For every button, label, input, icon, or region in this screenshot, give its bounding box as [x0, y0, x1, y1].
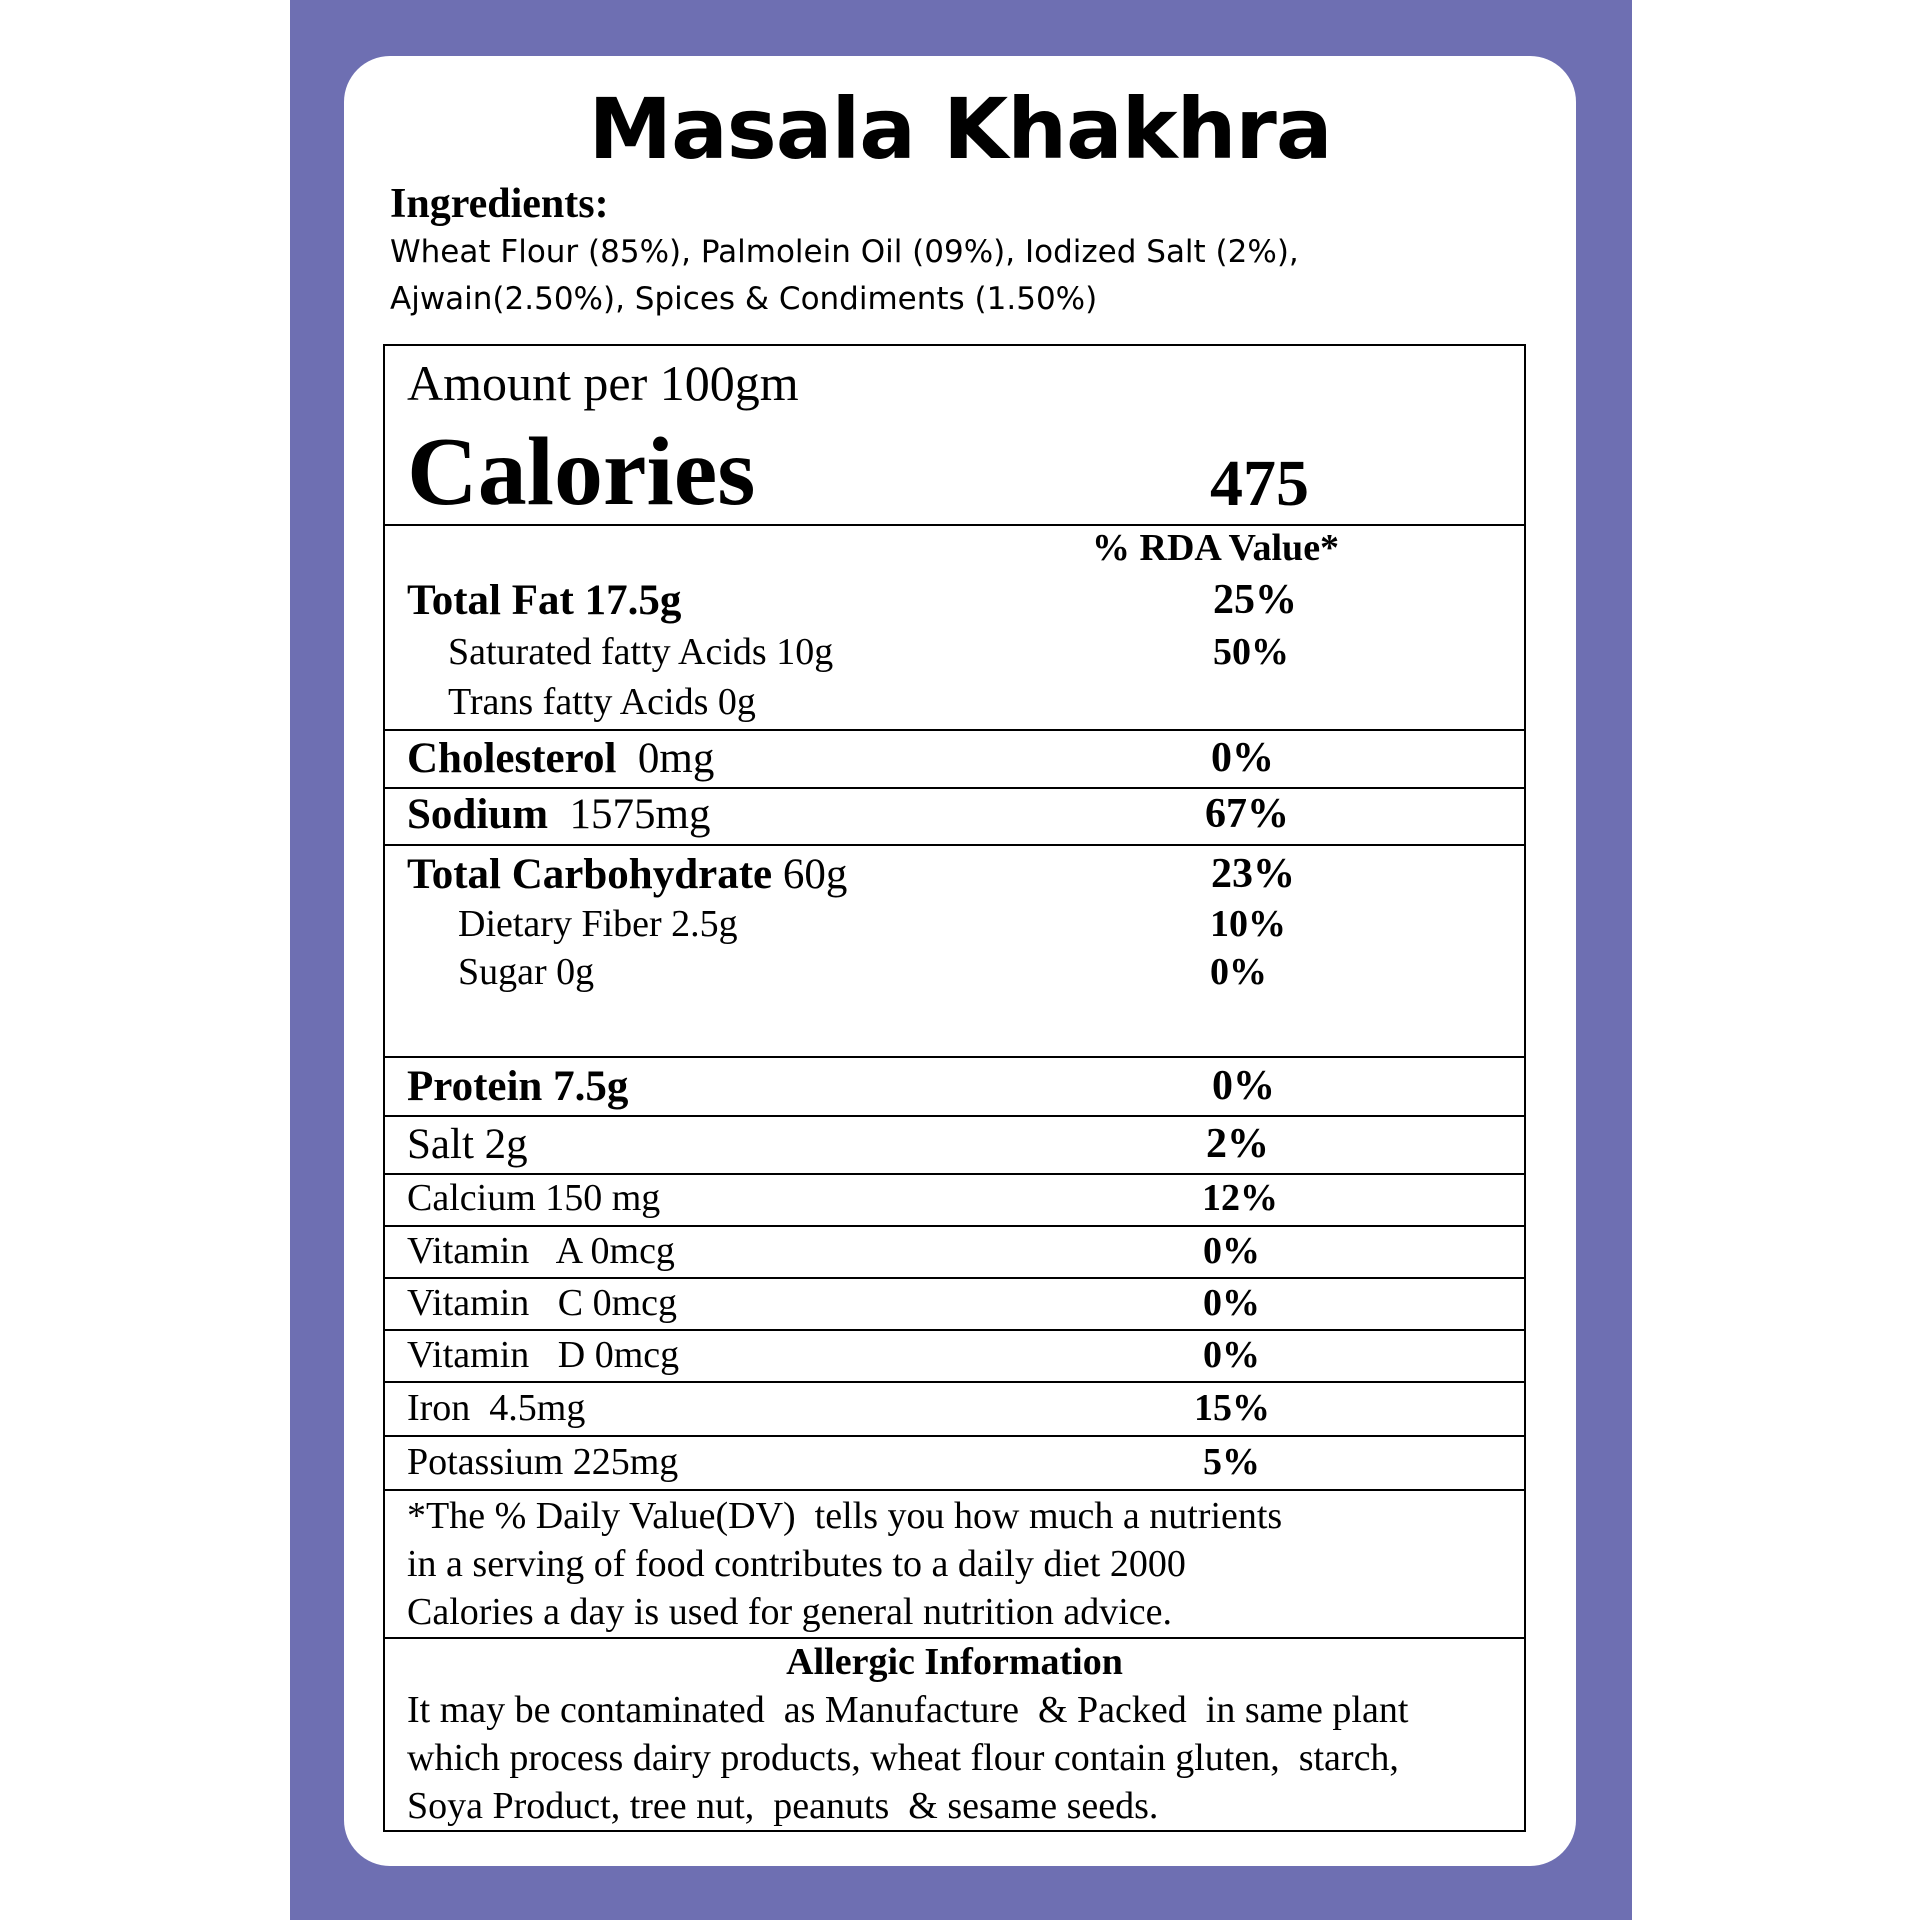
iron-pct: 15% — [1194, 1387, 1270, 1429]
cholesterol-pct: 0% — [1211, 735, 1274, 781]
cholesterol-row — [407, 734, 714, 783]
cholesterol-amount: 0mg — [637, 735, 715, 782]
fiber-pct: 10% — [1210, 903, 1286, 945]
calories-value: 475 — [1210, 447, 1309, 520]
ingredients-line-2: Ajwain(2.50%), Spices & Condiments (1.50%) — [390, 281, 1098, 317]
divider — [385, 787, 1524, 789]
divider — [385, 1173, 1524, 1175]
protein-pct: 0% — [1212, 1063, 1275, 1109]
total-fat-pct: 25% — [1213, 577, 1297, 623]
sodium-pct: 67% — [1205, 791, 1289, 837]
divider — [385, 1489, 1524, 1491]
divider — [385, 1115, 1524, 1117]
sugar-label: Sugar 0g — [458, 951, 595, 993]
allergy-heading: Allergic Information — [786, 1641, 1123, 1683]
amount-per-serving: Amount per 100gm — [407, 355, 799, 411]
product-title: Masala Khakhra — [588, 80, 1332, 178]
ingredients-line-1: Wheat Flour (85%), Palmolein Oil (09%), Iodized Salt (2%), — [390, 234, 1299, 270]
vitamin-d-label: Vitamin D 0mcg — [407, 1334, 680, 1376]
salt-pct: 2% — [1206, 1121, 1269, 1167]
iron-label: Iron 4.5mg — [407, 1387, 586, 1429]
divider — [385, 1329, 1524, 1331]
total-fat-row — [407, 576, 681, 625]
divider — [385, 844, 1524, 846]
sodium-amount: 1575mg — [569, 791, 711, 838]
ingredients-heading: Ingredients: — [390, 181, 609, 227]
divider — [385, 1637, 1524, 1639]
trans-fat-label: Trans fatty Acids 0g — [448, 681, 756, 723]
carbohydrate-pct: 23% — [1211, 851, 1295, 897]
fiber-label: Dietary Fiber 2.5g — [458, 903, 738, 945]
calcium-label: Calcium 150 mg — [407, 1177, 661, 1219]
sodium-row — [407, 790, 710, 839]
divider — [385, 1435, 1524, 1437]
vitamin-a-pct: 0% — [1203, 1230, 1260, 1272]
salt-label: Salt 2g — [407, 1121, 528, 1168]
potassium-label: Potassium 225mg — [407, 1441, 679, 1483]
vitamin-d-pct: 0% — [1203, 1334, 1260, 1376]
nutrition-facts-table — [383, 344, 1526, 1832]
footnote-line-2: in a serving of food contributes to a daily diet 2000 — [407, 1543, 1186, 1585]
divider — [385, 729, 1524, 731]
footnote-line-1: *The % Daily Value(DV) tells you how much a nutrients — [407, 1495, 1283, 1537]
vitamin-c-label: Vitamin C 0mcg — [407, 1282, 678, 1324]
divider — [385, 1381, 1524, 1383]
sugar-pct: 0% — [1210, 951, 1267, 993]
saturated-fat-label: Saturated fatty Acids 10g — [448, 631, 834, 673]
saturated-fat-pct: 50% — [1213, 631, 1289, 673]
calories-label: Calories — [407, 418, 756, 526]
carbohydrate-amount: 60g — [782, 851, 848, 898]
protein-label: Protein 7.5g — [407, 1063, 629, 1110]
divider — [385, 1056, 1524, 1058]
calcium-pct: 12% — [1202, 1177, 1278, 1219]
total-fat-label: Total Fat — [407, 577, 574, 624]
total-fat-amount: 17.5g — [584, 577, 682, 624]
vitamin-a-label: Vitamin A 0mcg — [407, 1230, 675, 1272]
vitamin-c-pct: 0% — [1203, 1282, 1260, 1324]
divider — [385, 1225, 1524, 1227]
allergy-line-3: Soya Product, tree nut, peanuts & sesame seeds. — [407, 1785, 1159, 1827]
carbohydrate-label: Total Carbohydrate — [407, 851, 773, 898]
potassium-pct: 5% — [1203, 1441, 1260, 1483]
rda-header: % RDA Value* — [1092, 527, 1340, 569]
carbohydrate-row — [407, 850, 847, 899]
cholesterol-label: Cholesterol — [407, 735, 617, 782]
divider — [385, 1277, 1524, 1279]
footnote-line-3: Calories a day is used for general nutrition advice. — [407, 1591, 1173, 1633]
sodium-label: Sodium — [407, 791, 549, 838]
allergy-line-1: It may be contaminated as Manufacture & Packed in same plant — [407, 1689, 1409, 1731]
allergy-line-2: which process dairy products, wheat flour contain gluten, starch, — [407, 1737, 1399, 1779]
